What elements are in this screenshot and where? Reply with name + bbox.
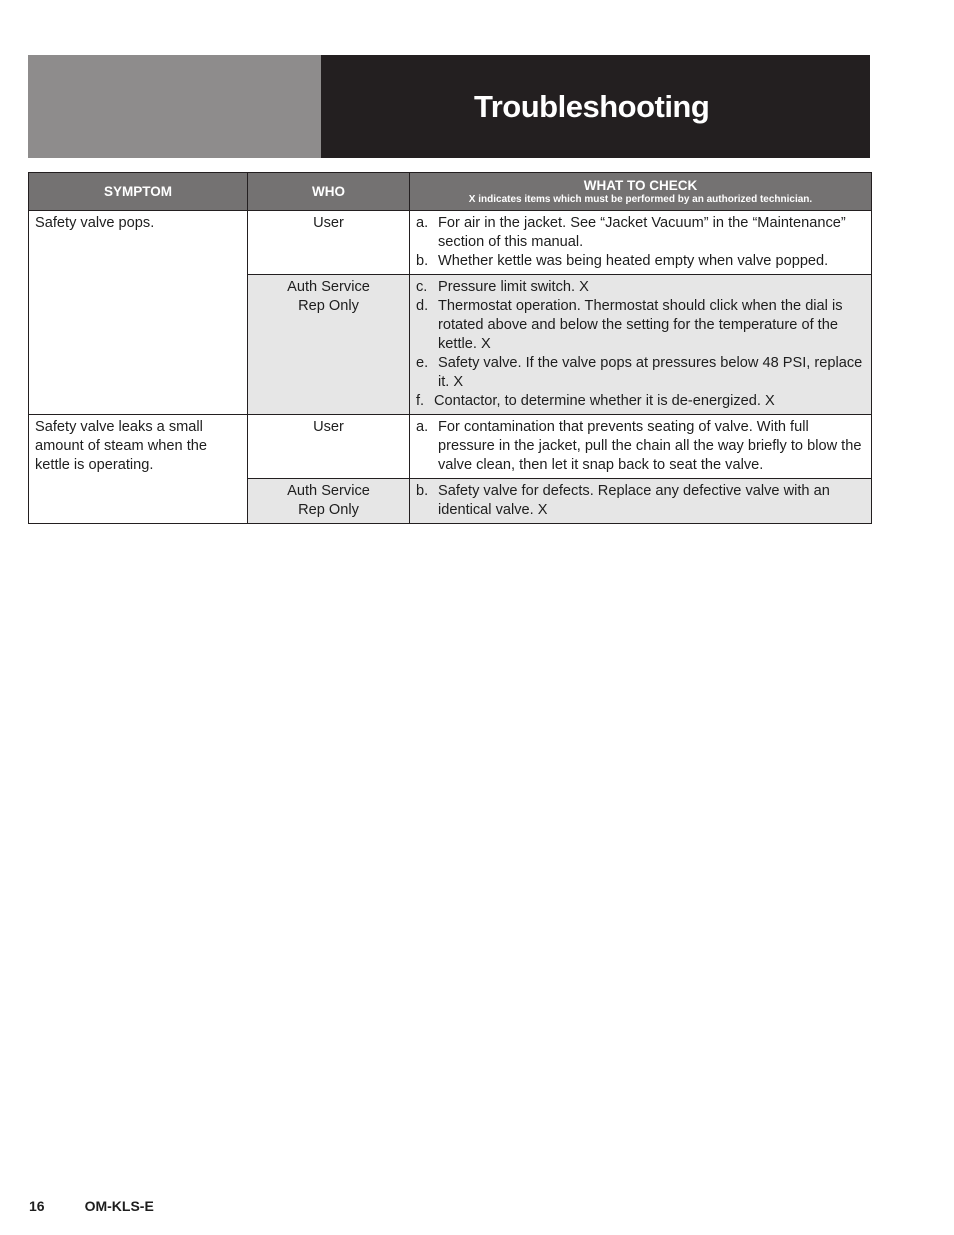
check-item-text: For air in the jacket. See “Jacket Vacuum” in the “Maintenance” section of this manual. (438, 215, 846, 250)
check-item-text: Safety valve. If the valve pops at pressures below 48 PSI, replace it. X (438, 355, 863, 390)
check-item-text: Whether kettle was being heated empty when valve popped. (438, 253, 829, 269)
check-item-letter: b. (416, 253, 429, 269)
check-item (416, 392, 865, 411)
page-title: Troubleshooting (474, 88, 710, 124)
check-item-letter: b. (416, 483, 429, 499)
what-to-check-cell (410, 479, 872, 524)
what-to-check-title: WHAT TO CHECK (583, 177, 698, 193)
check-item (416, 482, 865, 520)
check-item-letter: d. (416, 298, 429, 314)
who-cell: User (248, 415, 410, 479)
who-cell (248, 479, 410, 524)
who-cell (248, 275, 410, 415)
check-item-letter: a. (416, 419, 429, 435)
column-header-who: WHO (248, 173, 410, 211)
who-line: Auth Service (287, 483, 370, 499)
symptom-cell: Safety valve pops. (29, 211, 248, 415)
symptom-cell: Safety valve leaks a small amount of steam when the kettle is operating. (29, 415, 248, 524)
check-item (416, 297, 865, 354)
check-item (416, 278, 865, 297)
column-header-what-to-check (410, 173, 872, 211)
check-item (416, 214, 865, 252)
column-header-symptom: SYMPTOM (29, 173, 248, 211)
check-item-letter: a. (416, 215, 429, 231)
authorized-technician-note: X indicates items which must be performed by an authorized technician. (468, 193, 813, 205)
check-item-text: Pressure limit switch. X (438, 279, 589, 295)
page-number: 16 (29, 1198, 45, 1214)
table-header-row (29, 173, 872, 211)
table-row (29, 415, 872, 479)
document-code: OM-KLS-E (84, 1198, 154, 1214)
banner-dark-block (321, 55, 870, 158)
check-item (416, 418, 865, 475)
table-row (29, 211, 872, 275)
check-item (416, 354, 865, 392)
troubleshooting-table (28, 172, 872, 524)
page-footer (29, 1198, 154, 1214)
check-item-text: Thermostat operation. Thermostat should click when the dial is rotated above and below the setting for the temperature of the kettle. X (438, 298, 843, 352)
what-to-check-cell (410, 415, 872, 479)
check-item-text: For contamination that prevents seating of valve. With full pressure in the jacket, pull the chain all the way briefly to blow the valve clean, then let it snap back to seat the valve. (438, 419, 862, 473)
what-to-check-cell (410, 275, 872, 415)
check-item-letter: e. (416, 355, 429, 371)
who-line: Rep Only (298, 502, 359, 518)
header-banner (28, 55, 870, 158)
check-item (416, 252, 865, 271)
check-item-text: Safety valve for defects. Replace any defective valve with an identical valve. X (438, 483, 830, 518)
who-line: Auth Service (287, 279, 370, 295)
check-item-letter: c. (416, 279, 428, 295)
what-to-check-cell (410, 211, 872, 275)
banner-gray-block (28, 55, 321, 158)
who-line: Rep Only (298, 298, 359, 314)
check-item-letter: f. (416, 393, 425, 409)
who-cell: User (248, 211, 410, 275)
check-item-text: Contactor, to determine whether it is de-energized. X (434, 393, 775, 409)
